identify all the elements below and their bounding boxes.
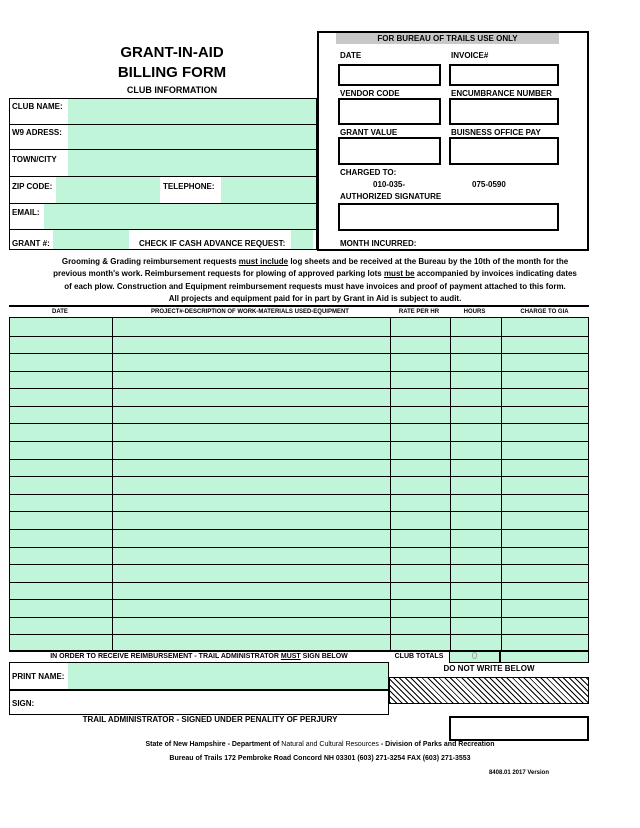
perjury-statement: TRAIL ADMINISTRATOR - SIGNED UNDER PENALITY OF PERJURY	[82, 715, 338, 724]
description-cell[interactable]	[112, 564, 390, 582]
charge-cell[interactable]	[501, 511, 588, 529]
zip-code-input[interactable]	[56, 177, 160, 203]
rate-cell[interactable]	[390, 441, 450, 459]
col-header-rate: RATE PER HR	[398, 309, 440, 315]
rate-cell[interactable]	[390, 582, 450, 600]
rate-cell[interactable]	[390, 511, 450, 529]
rate-cell[interactable]	[390, 371, 450, 389]
date-cell[interactable]	[10, 406, 112, 424]
rate-cell[interactable]	[390, 423, 450, 441]
charge-cell[interactable]	[501, 617, 588, 635]
footer-agency: State of New Hampshire - Department of Natural and Cultural Resources - Division of Parks and Recreation	[145, 741, 495, 748]
hours-cell[interactable]	[450, 371, 501, 389]
date-cell[interactable]	[10, 582, 112, 600]
date-cell[interactable]	[10, 529, 112, 547]
w9-address-input[interactable]	[68, 125, 316, 149]
date-cell[interactable]	[10, 494, 112, 512]
date-cell[interactable]	[10, 617, 112, 635]
hours-total-field[interactable]: 0	[449, 651, 500, 663]
print-name-input[interactable]	[68, 663, 388, 689]
grant-number-label: GRANT #:	[12, 239, 50, 248]
date-cell[interactable]	[10, 388, 112, 406]
office-use-box[interactable]	[449, 716, 589, 741]
description-cell[interactable]	[112, 547, 390, 565]
charged-code-1: 010-035-	[373, 180, 406, 189]
date-cell[interactable]	[10, 459, 112, 477]
club-info-heading: CLUB INFORMATION	[126, 85, 218, 95]
hours-cell[interactable]	[450, 441, 501, 459]
description-cell[interactable]	[112, 529, 390, 547]
col-header-hours: HOURS	[463, 309, 486, 315]
hours-cell[interactable]	[450, 547, 501, 565]
charge-cell[interactable]	[501, 547, 588, 565]
description-cell[interactable]	[112, 388, 390, 406]
rate-cell[interactable]	[390, 634, 450, 652]
encumbrance-field[interactable]	[449, 98, 559, 125]
description-cell[interactable]	[112, 494, 390, 512]
date-cell[interactable]	[10, 564, 112, 582]
rate-cell[interactable]	[390, 353, 450, 371]
date-cell[interactable]	[10, 371, 112, 389]
description-cell[interactable]	[112, 318, 390, 336]
vendor-code-label: VENDOR CODE	[340, 89, 400, 98]
authorized-signature-label: AUTHORIZED SIGNATURE	[340, 192, 442, 201]
rate-cell[interactable]	[390, 599, 450, 617]
col-header-description: PROJECT#-DESCRIPTION OF WORK-MATERIALS USED-EQUIPMENT	[151, 309, 349, 315]
charge-cell[interactable]	[501, 529, 588, 547]
hours-cell[interactable]	[450, 617, 501, 635]
bureau-heading: FOR BUREAU OF TRAILS USE ONLY	[336, 33, 559, 44]
business-office-pay-field[interactable]	[449, 137, 559, 165]
date-cell[interactable]	[10, 476, 112, 494]
rate-cell[interactable]	[390, 529, 450, 547]
email-label: EMAIL:	[12, 208, 40, 217]
charge-cell[interactable]	[501, 318, 588, 336]
telephone-input[interactable]	[221, 177, 316, 203]
month-incurred-label: MONTH INCURRED:	[340, 239, 417, 248]
rate-cell[interactable]	[390, 459, 450, 477]
date-cell[interactable]	[10, 599, 112, 617]
rate-cell[interactable]	[390, 547, 450, 565]
charge-cell[interactable]	[501, 423, 588, 441]
hours-cell[interactable]	[450, 494, 501, 512]
hours-cell[interactable]	[450, 423, 501, 441]
hours-cell[interactable]	[450, 388, 501, 406]
date-cell[interactable]	[10, 336, 112, 354]
cash-advance-checkbox[interactable]	[291, 230, 313, 249]
date-cell[interactable]	[10, 511, 112, 529]
rate-cell[interactable]	[390, 318, 450, 336]
rate-cell[interactable]	[390, 617, 450, 635]
col-header-date: DATE	[52, 309, 68, 315]
hours-cell[interactable]	[450, 582, 501, 600]
club-name-label: CLUB NAME:	[12, 102, 63, 111]
telephone-label: TELEPHONE:	[163, 182, 215, 191]
date-cell[interactable]	[10, 441, 112, 459]
charge-cell[interactable]	[501, 388, 588, 406]
grant-value-label: GRANT VALUE	[340, 128, 398, 137]
form-title-line1: GRANT-IN-AID	[120, 44, 224, 61]
description-cell[interactable]	[112, 476, 390, 494]
description-cell[interactable]	[112, 423, 390, 441]
grant-value-field[interactable]	[338, 137, 441, 165]
charge-cell[interactable]	[501, 476, 588, 494]
cash-advance-label: CHECK IF CASH ADVANCE REQUEST:	[139, 239, 286, 248]
description-cell[interactable]	[112, 511, 390, 529]
description-cell[interactable]	[112, 406, 390, 424]
encumbrance-label: ENCUMBRANCE NUMBER	[451, 89, 552, 98]
bureau-date-label: DATE	[340, 51, 362, 60]
hours-cell[interactable]	[450, 564, 501, 582]
grant-number-input[interactable]	[53, 230, 129, 249]
hours-cell[interactable]	[450, 406, 501, 424]
charge-cell[interactable]	[501, 634, 588, 652]
rate-cell[interactable]	[390, 494, 450, 512]
description-cell[interactable]	[112, 353, 390, 371]
description-cell[interactable]	[112, 634, 390, 652]
vendor-code-field[interactable]	[338, 98, 441, 125]
sign-row	[9, 690, 389, 715]
business-office-pay-label: BUISNESS OFFICE PAY	[451, 128, 541, 137]
charge-cell[interactable]	[501, 336, 588, 354]
authorized-signature-field[interactable]	[338, 203, 559, 231]
description-cell[interactable]	[112, 599, 390, 617]
col-header-charge: CHARGE TO GIA	[520, 309, 569, 315]
charge-cell[interactable]	[501, 371, 588, 389]
rate-cell[interactable]	[390, 476, 450, 494]
form-title-line2: BILLING FORM	[117, 64, 227, 81]
charge-cell[interactable]	[501, 406, 588, 424]
footer-address: Bureau of Trails 172 Pembroke Road Concord NH 03301 (603) 271-3254 FAX (603) 271-3553	[169, 755, 471, 762]
hours-cell[interactable]	[450, 459, 501, 477]
description-cell[interactable]	[112, 459, 390, 477]
town-city-input[interactable]	[68, 150, 316, 176]
hours-cell[interactable]	[450, 511, 501, 529]
rate-cell[interactable]	[390, 388, 450, 406]
description-cell[interactable]	[112, 371, 390, 389]
charge-cell[interactable]	[501, 582, 588, 600]
date-cell[interactable]	[10, 353, 112, 371]
charge-cell[interactable]	[501, 564, 588, 582]
date-cell[interactable]	[10, 423, 112, 441]
hatched-area	[389, 677, 589, 704]
print-name-label: PRINT NAME:	[12, 672, 65, 681]
club-name-input[interactable]	[68, 99, 316, 124]
hours-cell[interactable]	[450, 318, 501, 336]
date-cell[interactable]	[10, 318, 112, 336]
description-cell[interactable]	[112, 617, 390, 635]
charge-cell[interactable]	[501, 599, 588, 617]
date-cell[interactable]	[10, 547, 112, 565]
hours-cell[interactable]	[450, 599, 501, 617]
rate-cell[interactable]	[390, 406, 450, 424]
hours-cell[interactable]	[450, 634, 501, 652]
divider	[9, 305, 589, 307]
rate-cell[interactable]	[390, 564, 450, 582]
rate-cell[interactable]	[390, 336, 450, 354]
hours-cell[interactable]	[450, 476, 501, 494]
w9-address-label: W9 ADRESS:	[12, 128, 62, 137]
zip-code-label: ZIP CODE:	[12, 182, 53, 191]
hours-cell[interactable]	[450, 336, 501, 354]
charge-cell[interactable]	[501, 441, 588, 459]
form-version: 8408.01 2017 Version	[488, 770, 550, 776]
hours-cell[interactable]	[450, 353, 501, 371]
admin-sign-instruction: IN ORDER TO RECEIVE REIMBURSEMENT - TRAIL ADMINISTRATOR MUST SIGN BELOW	[50, 653, 348, 660]
bureau-date-field[interactable]	[338, 64, 441, 86]
bureau-invoice-label: INVOICE#	[451, 51, 489, 60]
description-cell[interactable]	[112, 336, 390, 354]
charge-total-field[interactable]	[500, 651, 589, 663]
club-totals-label: CLUB TOTALS	[394, 653, 444, 660]
charge-cell[interactable]	[501, 353, 588, 371]
date-cell[interactable]	[10, 634, 112, 652]
bureau-invoice-field[interactable]	[449, 64, 559, 86]
reimbursement-notice: Grooming & Grading reimbursement requests must include log sheets and be received at the Bureau by the 10th of the month for the previous month's work. Reimbursement requests for plowing of approved parking lots must be accompanied by invoices indicating dates of each plow. Construction and Equipment reimbursement requests must have invoices and proof of payment attached to this form. All projects and equipment paid for in part by Grant in Aid is subject to audit.	[53, 257, 577, 304]
description-cell[interactable]	[112, 441, 390, 459]
sign-label: SIGN:	[12, 699, 35, 708]
town-city-label: TOWN/CITY	[12, 155, 57, 164]
charge-cell[interactable]	[501, 494, 588, 512]
description-cell[interactable]	[112, 582, 390, 600]
charged-to-label: CHARGED TO:	[340, 168, 397, 177]
charge-cell[interactable]	[501, 459, 588, 477]
email-input[interactable]	[44, 204, 316, 229]
work-log-table	[9, 317, 589, 651]
do-not-write-label: DO NOT WRITE BELOW	[443, 664, 535, 673]
charged-code-2: 075-0590	[472, 180, 506, 189]
hours-cell[interactable]	[450, 529, 501, 547]
